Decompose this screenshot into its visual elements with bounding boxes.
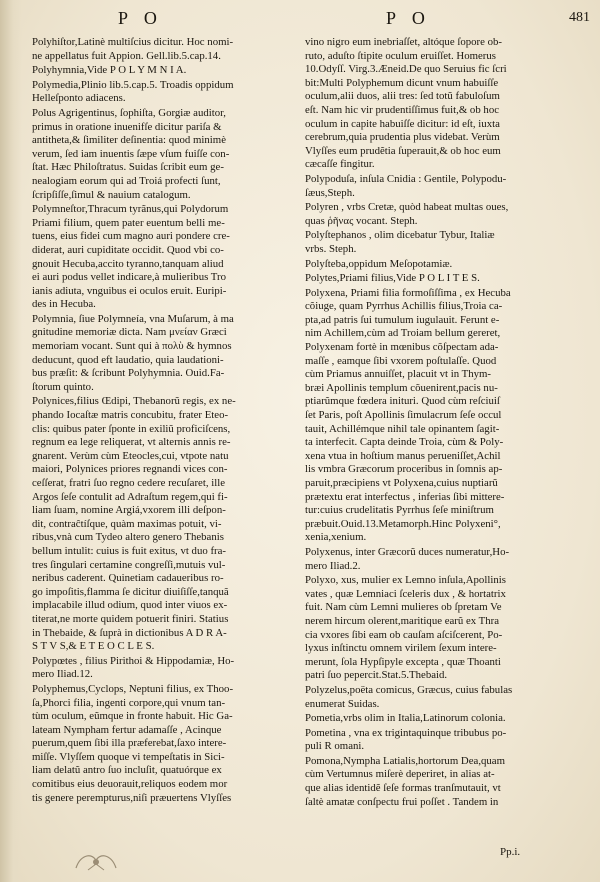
entry-line: cæcaſſe fingitur. [305, 158, 375, 171]
entry-line: ſæus,Steph. [305, 186, 355, 199]
entry-line: eſt. Nam hic vir prudentiſſimus fuit,& ob hoc [305, 103, 500, 116]
dictionary-entry [32, 79, 302, 106]
dictionary-entry [32, 64, 302, 78]
entry-line: ſa,Phorci filia, ingenti corpore,qui vnum tan- [32, 696, 226, 709]
entry-line: lis vmbra Græcorum proceribus in ſomnis ap- [305, 463, 503, 476]
dictionary-entry [305, 755, 573, 809]
entry-line: que alias identidẽ ſeſe formas tranſmutauit, vt [305, 782, 501, 795]
entry-line: dit, contraĉtíſque, quàm maximas potuit, vi- [32, 517, 222, 530]
entry-line: tuens, eius fidei cum magno auri pondere cre- [32, 230, 230, 243]
entry-line: præbuit.Ouid.13.Metamorph.Hinc Polyxeni°, [305, 517, 501, 530]
entry-line: Polymnia, ſiue Polymneía, vna Muſarum, à ma [32, 312, 234, 325]
entry-line: tis genere perempturus,niſi præuertens Vlyſſes [32, 791, 232, 804]
entry-line: ei auri podus vellet indicare,à mulieribus Tro [32, 271, 227, 284]
entry-line: liam ſuam, nomine Argiá,vxorem illi deſpon- [32, 504, 226, 517]
dictionary-entry [32, 395, 302, 653]
entry-line: tùm oculum, eũmque in fronte habuit. Hic Ga- [32, 710, 233, 723]
dictionary-entry [32, 683, 302, 805]
entry-line: Pometina , vna ex trigintaquinque tribubus po- [305, 726, 507, 739]
entry-line: Polyſtephanos , olim dicebatur Tybur, Italiæ [305, 229, 495, 242]
dictionary-entry [305, 546, 573, 573]
entry-line: Pometia,vrbs olim in Italia,Latinorum colonia. [305, 712, 506, 725]
entry-line: tur:cuius crudelitatis Pyrrhus ſeſe miniſtrum [305, 504, 494, 517]
entry-line: memoriam vocant. Sunt qui à πολὺ & hymnos [32, 340, 232, 353]
entry-line: Polypoduſa, inſula Cnidia : Gentile, Polypodu- [305, 172, 507, 185]
header-right-letters: P O [386, 8, 431, 28]
entry-line: Polytes,Priami filius,Vide P O L I T E S. [305, 272, 480, 285]
dictionary-entry [305, 727, 573, 754]
entry-line: xenia,xenium. [305, 531, 367, 544]
entry-line: cõiuge, quam Pyrrhus Achillis filius,Troia ca- [305, 300, 503, 313]
entry-line: ſtat. Hæc Philoſtratus. Suidas ſcribit eum ge- [32, 161, 224, 174]
entry-line: paruit,præcipiens vt Polyxena,cuius nuptiarũ [305, 477, 498, 489]
entry-line: cia vxores ſibi eam ob cauſam aſciſcerent, Po- [305, 628, 503, 641]
entry-line: Vlyſſes eum prudẽtia ſuperauit,& ob hoc eum [305, 144, 501, 157]
signature-mark: Pp.i. [500, 846, 521, 858]
entry-line: bit:Multi Polyphemum dicunt vnum habuiſſe [305, 76, 499, 89]
entry-line: puli R omani. [305, 740, 365, 753]
entry-line: vrbs. Steph. [305, 242, 357, 255]
entry-line: cerebrum,quia prudentia plus videbat. Verùm [305, 131, 500, 144]
entry-line: enumerat Suidas. [305, 697, 380, 710]
entry-line: ribus,vnà cum Tydeo altero genero Thebanis [32, 531, 224, 544]
entry-line: lateam Nympham fertur adamaſſe , Acinque [32, 723, 222, 736]
entry-line: Polypœtes , filius Pirithoi & Hippodamiæ, Ho- [32, 654, 235, 667]
entry-line: verum, ſed iam inuentis ſæpe vſum fuiſſe con- [32, 147, 230, 160]
binding-gutter [0, 0, 22, 882]
entry-line: clis: quibus pater ſponte in exiliũ proficiſcens, [32, 422, 231, 435]
entry-line: Polyphemus,Cyclops, Neptuni filius, ex Thoo- [32, 682, 234, 695]
left-column [32, 36, 302, 872]
entry-line: miſſe. Vlyſſem quoque vi tempeſtatis in Sici- [32, 750, 225, 763]
entry-line: diderat, auri cupiditate occidit. Quod vbi co- [32, 243, 224, 256]
entry-line: nealogiam eorum qui ad Troiá profecti ſunt, [32, 174, 221, 187]
entry-line: tres ſingulari certamine congreſſi,mutuis vul- [32, 558, 226, 571]
entry-line: cùm Priamus annuiſſet, placuit vt in Thym- [305, 368, 492, 381]
entry-line: patri ſuo pepercit.Stat.5.Thebaid. [305, 669, 448, 682]
entry-line: comitibus eius deuorauit,reliquos eodem mor [32, 778, 228, 791]
dictionary-entry [305, 258, 573, 272]
dictionary-entry [32, 36, 302, 63]
entry-line: maſſe , eamque ſibi vxorem poſtulaſſe. Quod [305, 354, 497, 367]
entry-line: Polyhymnia,Vide P O L Y M N I A. [32, 64, 187, 77]
entry-line: des in Hecuba. [32, 298, 96, 311]
entry-line: maiori, Polynices priores regnandi vices con- [32, 463, 228, 476]
entry-line: titerat,ne morte quidem potuerit finiri. Statius [32, 612, 229, 625]
entry-line: Polynices,filius Œdipi, Thebanorũ regis, ex ne- [32, 395, 236, 408]
entry-line: xena vtua in hoſtium manus perueniſſet,Achil [305, 449, 501, 462]
dictionary-entry [32, 655, 302, 682]
dictionary-entry [305, 272, 573, 286]
entry-line: ne appellatus fuit Appion. Gell.lib.5.cap.14. [32, 49, 221, 62]
entry-line: ſaltè amatæ conſpectu frui poſſet . Tandem in [305, 795, 499, 808]
header-left-letters: P O [118, 8, 163, 28]
entry-line: cùm Vertumnus miſerè deperiret, in alias at- [305, 768, 495, 781]
entry-line: gnouit Hecuba,accito tyranno,tanquam aliud [32, 257, 224, 270]
entry-line: Polyhiſtor,Latinè multiſcius dicitur. Hoc nomi- [32, 36, 234, 48]
entry-line: ſet Paris, poſt Apollinis ſimulacrum ſeſe occul [305, 409, 502, 422]
entry-line: regnum ea lege reliquerat, vt alternis annis re- [32, 436, 231, 449]
entry-line: mero Iliad.12. [32, 668, 93, 681]
printers-ornament [66, 838, 126, 878]
entry-line: vino nigro eum inebriaſſet, altóque ſopore ob- [305, 36, 502, 48]
entry-line: Pomona,Nympha Latialis,hortorum Dea,quam [305, 754, 506, 767]
entry-line: phando Iocaſtæ matris concubitu, frater Eteo- [32, 409, 229, 422]
entry-line: primus in oratione inuenifſe dicitur pariſa & [32, 120, 222, 133]
entry-line: merunt, ſola Hypſipyle excepta , quæ Thoanti [305, 655, 501, 668]
entry-line: deducunt, quod eft laudatio, quia laudationi- [32, 353, 224, 366]
entry-line: Priami filium, quem pater euentum belli me- [32, 216, 225, 229]
entry-line: prætextu erat interfectus , inferias ſibi mittere- [305, 490, 505, 503]
entry-line: vates , quæ Lemniaci ſceleris dux , & hortatrix [305, 587, 506, 600]
entry-line: Polus Agrigentinus, ſophiſta, Gorgiæ auditor, [32, 106, 227, 119]
entry-line: gnitudine memoriæ dicta. Nam μνείαν Græci [32, 326, 227, 339]
entry-line: neribus caderent. Quinetiam cadaueribus ro- [32, 572, 224, 585]
entry-line: fuit. Nam cùm Lemni mulieres ob ſpretam Ve [305, 601, 502, 614]
entry-line: Polyxenus, inter Græcorũ duces numeratur,Ho- [305, 545, 510, 558]
entry-line: Polyxo, xus, mulier ex Lemno inſula,Apollinis [305, 574, 506, 587]
entry-line: quas ῥῆνας vocant. Steph. [305, 214, 418, 227]
dictionary-entry [32, 203, 302, 312]
dictionary-entry [305, 173, 573, 200]
entry-line: S T V S,& E T E O C L E S. [32, 640, 155, 653]
entry-line: antitheta,& ſimiliter deſinentia: quod minimè [32, 134, 227, 147]
right-column [305, 36, 573, 872]
entry-line: ſtorum quinto. [32, 380, 94, 393]
entry-line: go impoſitis,flamma ſe dicitur diuiſiſſe,tanquã [32, 585, 229, 598]
entry-line: Polyxena, Priami filia formoſiſſima , ex Hecuba [305, 286, 511, 299]
dictionary-entry [305, 712, 573, 726]
entry-line: ruto, aduſto ſtipite oculum eruiſſet. Homerus [305, 49, 497, 62]
entry-line: Polyren , vrbs Cretæ, quòd habeat multas oues, [305, 201, 509, 214]
entry-line: liam delatũ antro ſuo incluſit, quatuórque ex [32, 764, 222, 777]
entry-line: Argos ſeſe contulit ad Adraſtum regem,qui fi- [32, 490, 228, 503]
entry-line: Polyzelus,poëta comicus, Græcus, cuius fabulas [305, 683, 513, 696]
entry-line: in Thebaide, & ſuprà in dictionibus A D R A- [32, 626, 227, 639]
entry-line: pta,ad patris ſui tumulum iugulauit. Ferunt e- [305, 313, 500, 326]
entry-line: oculum in capite habuiſſe dicitur: id eſt, iuxta [305, 117, 500, 130]
dictionary-entry [32, 107, 302, 202]
entry-line: 10.Odyſſ. Virg.3.Æneid.De quo Seruius fic ſcri [305, 63, 507, 76]
entry-line: Polymedia,Plinio lib.5.cap.5. Troadis oppidum [32, 78, 234, 91]
dictionary-entry [305, 287, 573, 545]
entry-line: ſcripſiſſe,ſimul & nauium catalogum. [32, 188, 191, 201]
entry-line: Polyſteba,oppidum Meſopotamiæ. [305, 257, 453, 270]
entry-line: tauit, Achillémque nihil tale opinantem ſagit- [305, 422, 500, 435]
dictionary-entry [32, 313, 302, 395]
dictionary-entry [305, 574, 573, 683]
dictionary-entry [305, 684, 573, 711]
dictionary-entry [305, 229, 573, 256]
entry-line: Helleſponto adiacens. [32, 92, 126, 105]
entry-line: lyxus inſtinctu omnem virilem ſexum intere- [305, 642, 497, 655]
entry-line: gnarent. Verùm cùm Eteocles,cui, vtpote natu [32, 449, 229, 462]
entry-line: bræi Apollinis templum cõuenirent,pacis nu- [305, 381, 498, 394]
entry-line: ta interfecit. Capta deinde Troia, cùm & Poly- [305, 436, 504, 449]
dictionary-entry [305, 36, 573, 172]
entry-line: Polyxenam fortè in mœnibus cõſpectam ada- [305, 341, 499, 354]
entry-line: ceſſerat, fratri ſuo regno cedere recuſaret, ille [32, 477, 226, 489]
dictionary-entry [305, 201, 573, 228]
entry-line: bus præſit: & ſcribunt Polyhymnia. Ouid.Fa- [32, 367, 225, 380]
entry-line: mero Iliad.2. [305, 559, 361, 572]
entry-line: nim Achillem,cùm ad Troiam bellum gereret, [305, 327, 501, 340]
page-number: 481 [569, 10, 590, 25]
running-header [30, 8, 590, 34]
entry-line: ptiarũmque fœdera inituri. Quod cùm reſciuiſ [305, 395, 500, 408]
entry-line: ianis adiuta, vnguibus ei oculos eruit. Euripi- [32, 284, 227, 297]
entry-line: Polymneſtor,Thracum tyrãnus,qui Polydorum [32, 203, 229, 216]
entry-line: oculum,alii duos, alii tres: ſed totũ fabuloſum [305, 90, 500, 103]
entry-line: bellum intulit: cuius is fuit exitus, vt duo fra- [32, 544, 227, 557]
entry-line: nerem hircum olerent,maritique earũ ex Thra [305, 614, 500, 627]
entry-line: implacabile illud odium, quod inter viuos ex- [32, 599, 228, 612]
entry-line: puerum,quem ſibi illa præferebat,ſaxo intere- [32, 737, 227, 750]
